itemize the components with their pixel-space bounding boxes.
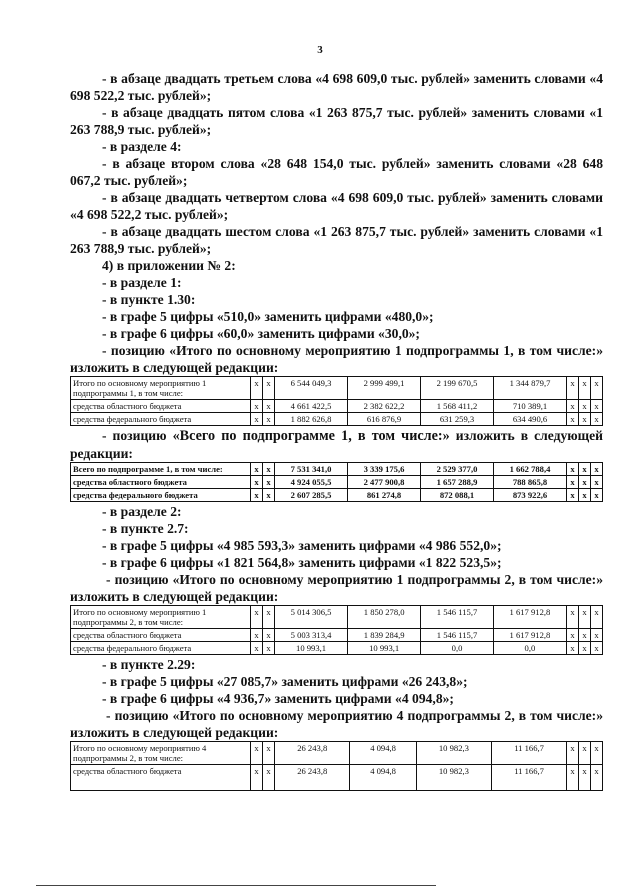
table-cell: x <box>263 489 275 502</box>
table-cell: 7 531 341,0 <box>275 463 348 476</box>
table-cell: x <box>579 765 591 791</box>
table-row <box>71 413 603 426</box>
table-cell: 1 617 912,8 <box>493 629 566 642</box>
table-cell: x <box>567 642 579 655</box>
table-cell: 3 339 175,6 <box>348 463 421 476</box>
table-row <box>71 642 603 655</box>
table-cell: x <box>591 629 603 642</box>
table-cell: Итого по основному мероприятию 1 подпрограммы 2, в том числе: <box>71 606 251 629</box>
paragraph: - в графе 6 цифры «1 821 564,8» заменить цифрами «1 822 523,5»; <box>102 555 502 570</box>
table-cell: 1 546 115,7 <box>421 629 494 642</box>
paragraph: - в абзаце двадцать пятом слова «1 263 875,7 тыс. рублей» заменить словами «1 263 788,9 тыс. рублей»; <box>70 105 603 137</box>
table-cell: Итого по основному мероприятию 1 подпрограммы 1, в том числе: <box>71 377 251 400</box>
table-cell: 5 014 306,5 <box>275 606 348 629</box>
table-cell: 4 094,8 <box>350 742 416 765</box>
table-cell: x <box>567 629 579 642</box>
table-cell: x <box>251 400 263 413</box>
table-cell: x <box>591 400 603 413</box>
table-cell: 710 389,1 <box>494 400 567 413</box>
table-cell: 10 993,1 <box>348 642 421 655</box>
table-subprogram-2-activity-4 <box>70 741 603 791</box>
paragraph: - в абзаце двадцать третьем слова «4 698 609,0 тыс. рублей» заменить словами «4 698 522,2 тыс. рублей»; <box>70 71 603 103</box>
table-cell: x <box>251 742 263 765</box>
paragraph: - в абзаце двадцать четвертом слова «4 698 609,0 тыс. рублей» заменить словами «4 698 522,2 тыс. рублей»; <box>70 190 603 222</box>
table-cell: 26 243,8 <box>275 742 350 765</box>
table-cell: x <box>251 377 263 400</box>
table-cell: x <box>263 377 275 400</box>
table-cell: 1 617 912,8 <box>493 606 566 629</box>
table-row <box>71 476 603 489</box>
table-cell: x <box>251 476 263 489</box>
table-cell: x <box>567 400 579 413</box>
table-cell: x <box>263 742 275 765</box>
table-cell: x <box>251 629 263 642</box>
table-cell: 1 850 278,0 <box>348 606 421 629</box>
paragraph: - позицию «Итого по основному мероприятию 1 подпрограммы 1, в том числе:» изложить в следующей редакции: <box>70 343 603 375</box>
table-cell: 631 259,3 <box>421 413 494 426</box>
table-cell: x <box>591 476 603 489</box>
table-cell: 1 657 288,9 <box>421 476 494 489</box>
table-cell: x <box>567 463 579 476</box>
table-cell: x <box>263 413 275 426</box>
table-cell: 861 274,8 <box>348 489 421 502</box>
table-cell: 4 661 422,5 <box>275 400 348 413</box>
paragraph-emphasis: «Всего по подпрограмме 1, в том числе:» <box>172 428 450 444</box>
table-cell: 1 662 788,4 <box>494 463 567 476</box>
table-cell: x <box>591 606 603 629</box>
table-cell: x <box>567 377 579 400</box>
table-subprogram-1-total <box>70 462 603 502</box>
table-cell: 1 882 626,8 <box>275 413 348 426</box>
table-cell: x <box>579 629 591 642</box>
table-cell: x <box>251 463 263 476</box>
paragraph <box>70 427 603 462</box>
table-cell: Итого по основному мероприятию 4 подпрограммы 2, в том числе: <box>71 742 251 765</box>
footer-divider <box>36 885 436 886</box>
table-cell: x <box>263 400 275 413</box>
table-row <box>71 742 603 765</box>
table-cell: 1 568 411,2 <box>421 400 494 413</box>
table-cell: 616 876,9 <box>348 413 421 426</box>
table-cell: x <box>251 642 263 655</box>
paragraph: 4) в приложении № 2: <box>102 258 236 273</box>
table-cell: средства областного бюджета <box>71 765 251 791</box>
table-cell: x <box>263 642 275 655</box>
table-cell: 873 922,6 <box>494 489 567 502</box>
table-cell: x <box>579 742 591 765</box>
table-row <box>71 629 603 642</box>
table-cell: 26 243,8 <box>275 765 350 791</box>
table-cell: x <box>263 606 275 629</box>
paragraph: - в графе 5 цифры «27 085,7» заменить цифрами «26 243,8»; <box>102 674 468 689</box>
table-cell: x <box>591 489 603 502</box>
table-cell: x <box>579 642 591 655</box>
table-cell: 2 382 622,2 <box>348 400 421 413</box>
table-cell: x <box>567 742 579 765</box>
paragraph: - в графе 5 цифры «4 985 593,3» заменить цифрами «4 986 552,0»; <box>102 538 502 553</box>
table-cell: 1 546 115,7 <box>421 606 494 629</box>
table-cell: средства областного бюджета <box>71 400 251 413</box>
paragraph-text: - позицию <box>102 428 173 443</box>
table-cell: 5 003 313,4 <box>275 629 348 642</box>
page-number: 3 <box>317 44 323 56</box>
table-cell: x <box>263 765 275 791</box>
table-cell: x <box>579 413 591 426</box>
paragraph: - в пункте 2.29: <box>102 657 196 672</box>
table-cell: x <box>567 489 579 502</box>
table-cell: средства областного бюджета <box>71 476 251 489</box>
table-cell: 2 607 285,5 <box>275 489 348 502</box>
table-cell: x <box>263 463 275 476</box>
table-cell: 872 088,1 <box>421 489 494 502</box>
table-cell: x <box>579 400 591 413</box>
table-cell: 0,0 <box>493 642 566 655</box>
table-cell: 10 982,3 <box>416 742 491 765</box>
table-cell: 11 166,7 <box>492 742 567 765</box>
table-subprogram-1-activity-1 <box>70 376 603 426</box>
table-cell: 10 982,3 <box>416 765 491 791</box>
table-cell: x <box>591 765 603 791</box>
table-row <box>71 765 603 791</box>
table-cell: 10 993,1 <box>275 642 348 655</box>
paragraph: - в разделе 4: <box>102 139 182 154</box>
table-cell: средства областного бюджета <box>71 629 251 642</box>
table-cell: средства федерального бюджета <box>71 413 251 426</box>
table-cell: x <box>263 629 275 642</box>
table-row <box>71 377 603 400</box>
table-cell: x <box>591 413 603 426</box>
table-row <box>71 489 603 502</box>
table-subprogram-2-activity-1 <box>70 605 603 655</box>
paragraph: - в пункте 2.7: <box>102 521 189 536</box>
table-cell: x <box>591 642 603 655</box>
table-cell: Всего по подпрограмме 1, в том числе: <box>71 463 251 476</box>
table-cell: x <box>251 413 263 426</box>
table-cell: 2 477 900,8 <box>348 476 421 489</box>
table-cell: 4 924 055,5 <box>275 476 348 489</box>
table-cell: x <box>579 476 591 489</box>
table-cell: 634 490,6 <box>494 413 567 426</box>
table-cell: x <box>251 489 263 502</box>
table-cell: 0,0 <box>421 642 494 655</box>
table-cell: x <box>591 377 603 400</box>
table-row <box>71 400 603 413</box>
table-row <box>71 463 603 476</box>
paragraph: - позицию «Итого по основному мероприятию 4 подпрограммы 2, в том числе:» изложить в следующей редакции: <box>70 708 603 740</box>
paragraph: - в графе 6 цифры «4 936,7» заменить цифрами «4 094,8»; <box>102 691 454 706</box>
table-cell: x <box>251 765 263 791</box>
table-row <box>71 606 603 629</box>
table-cell: 1 839 284,9 <box>348 629 421 642</box>
paragraph: - в графе 6 цифры «60,0» заменить цифрами «30,0»; <box>102 326 420 341</box>
table-cell: x <box>567 413 579 426</box>
paragraph: - позицию «Итого по основному мероприятию 1 подпрограммы 2, в том числе:» изложить в следующей редакции: <box>70 572 603 604</box>
paragraph: - в графе 5 цифры «510,0» заменить цифрами «480,0»; <box>102 309 434 324</box>
paragraph: - в пункте 1.30: <box>102 292 196 307</box>
table-cell: x <box>567 765 579 791</box>
paragraph: - в разделе 1: <box>102 275 182 290</box>
paragraph: - в абзаце втором слова «28 648 154,0 тыс. рублей» заменить словами «28 648 067,2 тыс. рублей»; <box>70 156 603 188</box>
paragraph: - в абзаце двадцать шестом слова «1 263 875,7 тыс. рублей» заменить словами «1 263 788,9 тыс. рублей»; <box>70 224 603 256</box>
table-cell: 4 094,8 <box>350 765 416 791</box>
table-cell: 788 865,8 <box>494 476 567 489</box>
table-cell: средства федерального бюджета <box>71 489 251 502</box>
table-cell: x <box>579 489 591 502</box>
table-cell: 1 344 879,7 <box>494 377 567 400</box>
table-cell: средства федерального бюджета <box>71 642 251 655</box>
table-cell: x <box>263 476 275 489</box>
table-cell: x <box>567 606 579 629</box>
table-cell: x <box>567 476 579 489</box>
table-cell: 2 529 377,0 <box>421 463 494 476</box>
table-cell: 2 999 499,1 <box>348 377 421 400</box>
table-cell: x <box>591 742 603 765</box>
paragraph: - в разделе 2: <box>102 504 182 519</box>
table-cell: x <box>251 606 263 629</box>
table-cell: 6 544 049,3 <box>275 377 348 400</box>
paragraph-text: изложить в следующей редакции: <box>70 428 603 461</box>
table-cell: x <box>579 377 591 400</box>
table-cell: 11 166,7 <box>492 765 567 791</box>
table-cell: x <box>579 463 591 476</box>
table-cell: x <box>579 606 591 629</box>
table-cell: x <box>591 463 603 476</box>
table-cell: 2 199 670,5 <box>421 377 494 400</box>
document-body <box>70 70 603 792</box>
